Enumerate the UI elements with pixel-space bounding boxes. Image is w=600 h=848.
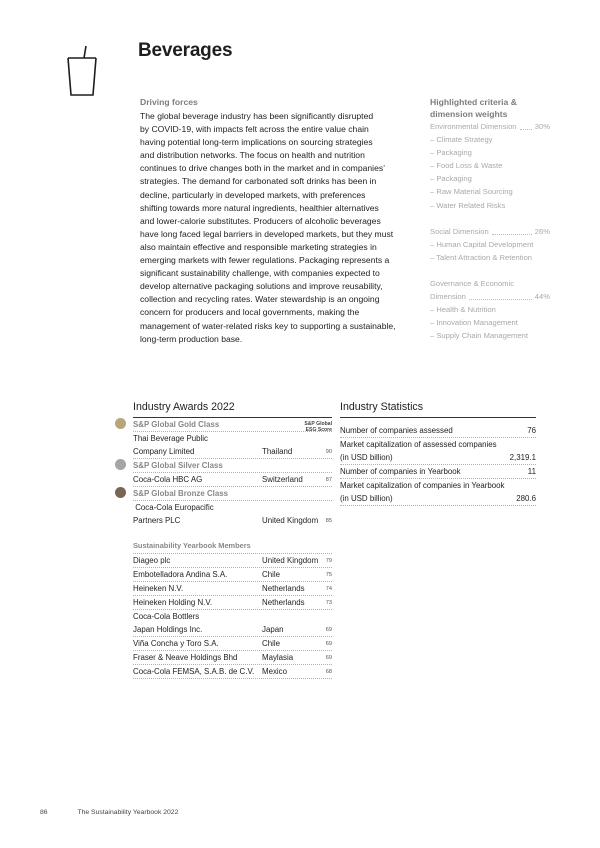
stat-row	[340, 438, 536, 451]
driving-forces-section	[140, 96, 416, 346]
members-heading: Sustainability Yearbook Members	[133, 541, 332, 554]
stat-label: (in USD billion)	[340, 453, 393, 462]
table-row	[133, 623, 332, 637]
page-number: 86	[40, 809, 48, 816]
dimension-weight: 44%	[534, 292, 550, 302]
silver-medal-icon	[115, 459, 126, 470]
esg-score: 90	[325, 448, 332, 455]
dot-leader	[520, 120, 532, 130]
table-row	[133, 554, 332, 568]
table-row	[133, 432, 332, 445]
company-name: Heineken N.V.	[133, 584, 184, 593]
silver-class-row	[133, 459, 332, 473]
bronze-class-row	[133, 487, 332, 501]
company-name: Partners PLC	[133, 516, 181, 525]
governance-dimension	[430, 277, 550, 342]
gold-medal-icon	[115, 418, 126, 429]
stat-label: Market capitalization of assessed companies	[340, 440, 497, 449]
esg-score: 69	[325, 626, 332, 633]
esg-score: 75	[325, 571, 332, 578]
text-line: also maintain effective and responsible marketing strategies in	[140, 241, 377, 252]
table-row	[133, 445, 332, 459]
stat-label: Market capitalization of companies in Yearbook	[340, 481, 505, 490]
text-line: have long faced legal barriers in developed markets, but they must	[140, 228, 394, 239]
glass-icon	[66, 44, 98, 101]
text-line: significant sustainability challenge, with companies expected to	[140, 268, 380, 279]
score-header-line: ESG Score	[305, 427, 332, 433]
social-dimension	[430, 225, 550, 264]
company-name: Coca-Cola HBC AG	[133, 475, 203, 484]
stat-row	[340, 451, 536, 465]
esg-score: 69	[325, 640, 332, 647]
esg-score: 73	[325, 599, 332, 606]
company-name: Viña Concha y Toro S.A.	[133, 639, 219, 648]
stats-table	[340, 417, 536, 506]
country: Thailand	[262, 447, 293, 456]
stat-value: 280.6	[516, 494, 536, 503]
country: United Kingdom	[262, 556, 319, 565]
table-row	[133, 582, 332, 596]
criterion-item: – Water Related Risks	[430, 200, 506, 210]
text-line: continues to drive changes both in the market and in companies’	[140, 163, 386, 174]
company-name: Diageo plc	[133, 556, 171, 565]
class-label: S&P Global Bronze Class	[133, 489, 229, 498]
company-name: Thai Beverage Public	[133, 434, 209, 443]
country: United Kingdom	[262, 516, 319, 525]
table-row	[133, 568, 332, 582]
country: Netherlands	[262, 598, 305, 607]
publication-title: The Sustainability Yearbook 2022	[77, 809, 179, 816]
dimension-weight: 30%	[534, 122, 550, 131]
stat-row	[340, 492, 536, 506]
esg-score: 68	[325, 668, 332, 675]
dimension-weight-row	[430, 225, 550, 238]
country: Netherlands	[262, 584, 305, 593]
criterion-item: – Talent Attraction & Retention	[430, 252, 533, 262]
table-row	[133, 651, 332, 665]
stats-title: Industry Statistics	[340, 401, 424, 413]
stat-label: (in USD billion)	[340, 494, 393, 503]
esg-score: 69	[325, 654, 332, 661]
text-line: decline, particularly in developed markets, with preferences	[140, 189, 366, 200]
company-name: Heineken Holding N.V.	[133, 598, 213, 607]
criterion-item: – Climate Strategy	[430, 135, 493, 145]
text-line: and distribution networks. The focus on health and nutrition	[140, 150, 365, 161]
stat-row	[340, 465, 536, 479]
text-line: The global beverage industry has been significantly disrupted	[140, 111, 374, 121]
text-line: shifting towards more natural ingredients, healthier alternatives	[140, 202, 379, 213]
criterion-item: – Raw Material Sourcing	[430, 187, 513, 197]
criteria-heading-line: Highlighted criteria &	[430, 97, 517, 107]
class-label: S&P Global Silver Class	[133, 461, 223, 470]
criterion-item: – Human Capital Development	[430, 239, 534, 249]
score-header-line: S&P Global	[304, 421, 332, 427]
company-name: Coca-Cola Europacific	[133, 503, 214, 512]
text-line: collection and recycling rates. Water stewardship is an ongoing	[140, 294, 380, 305]
table-row	[133, 596, 332, 610]
stat-label: Number of companies in Yearbook	[340, 467, 461, 476]
stat-row	[340, 424, 536, 438]
text-line: by COVID-19, with impacts felt across the entire value chain	[140, 124, 369, 135]
bronze-medal-icon	[115, 487, 126, 498]
country: Chile	[262, 639, 280, 648]
dimension-weight-row	[430, 120, 550, 133]
esg-score: 74	[325, 585, 332, 592]
stat-value: 11	[527, 467, 536, 476]
dimension-weight-row	[430, 290, 550, 303]
text-line: and lower-calorie substitutes. Producers of alcoholic beverages	[140, 215, 381, 226]
esg-score: 79	[325, 557, 332, 564]
class-label: S&P Global Gold Class	[133, 420, 220, 429]
criterion-item: – Packaging	[430, 174, 472, 184]
esg-score: 87	[325, 476, 332, 483]
dot-leader	[469, 290, 532, 300]
table-row	[133, 501, 332, 514]
stat-label: Number of companies assessed	[340, 426, 453, 435]
text-line: having potential long-term implications on sourcing strategies	[140, 137, 373, 148]
page-footer	[40, 809, 178, 816]
company-name: Fraser & Neave Holdings Bhd	[133, 653, 238, 662]
country: Maylasia	[262, 653, 294, 662]
text-line: develop alternative packaging solutions and improve reusability,	[140, 281, 383, 292]
text-line: long-term production base.	[140, 333, 243, 344]
table-row	[133, 637, 332, 651]
awards-table	[133, 417, 332, 679]
company-name: Japan Holdings Inc.	[133, 625, 203, 634]
dimension-label: Social Dimension	[430, 226, 489, 236]
criteria-heading	[430, 96, 550, 120]
criterion-item: – Health & Nutrition	[430, 305, 496, 315]
dot-leader	[492, 225, 532, 235]
criteria-heading-line: dimension weights	[430, 109, 508, 119]
stat-value: 2,319.1	[509, 453, 536, 462]
criterion-item: – Packaging	[430, 148, 472, 158]
country: Switzerland	[262, 475, 303, 484]
page-title: Beverages	[138, 40, 233, 61]
esg-score: 85	[325, 517, 332, 524]
criterion-item: – Innovation Management	[430, 318, 518, 328]
company-name: Company Limited	[133, 447, 195, 456]
criteria-section	[430, 96, 550, 342]
company-name: Coca-Cola FEMSA, S.A.B. de C.V.	[133, 667, 255, 676]
company-name: Coca-Cola Bottlers	[133, 612, 200, 621]
table-row	[133, 610, 332, 623]
table-row	[133, 514, 332, 527]
text-line: management of water-related risks key to supporting a sustainable,	[140, 320, 396, 331]
driving-forces-text	[140, 110, 416, 346]
country: Mexico	[262, 667, 287, 676]
country: Chile	[262, 570, 280, 579]
dimension-label: Dimension	[430, 292, 466, 302]
country: Japan	[262, 625, 284, 634]
table-row	[133, 665, 332, 679]
awards-title: Industry Awards 2022	[133, 401, 235, 413]
stat-value: 76	[527, 426, 536, 435]
driving-forces-heading: Driving forces	[140, 97, 198, 107]
text-line: concern for producers and local governments, making the	[140, 307, 360, 318]
stat-row	[340, 479, 536, 492]
gold-class-row	[133, 418, 332, 432]
dimension-label: Governance & Economic	[430, 278, 514, 288]
text-line: emerging markets with fewer regulations. Packaging represents a	[140, 255, 390, 266]
dimension-weight: 26%	[534, 226, 550, 236]
criterion-item: – Food Loss & Waste	[430, 161, 503, 171]
text-line: strategies. The demand for carbonated soft drinks has been in	[140, 176, 377, 187]
company-name: Embotelladora Andina S.A.	[133, 570, 228, 579]
dimension-label: Environmental Dimension	[430, 122, 517, 131]
criterion-item: – Supply Chain Management	[430, 331, 528, 341]
table-row	[133, 473, 332, 487]
environmental-dimension	[430, 120, 550, 212]
